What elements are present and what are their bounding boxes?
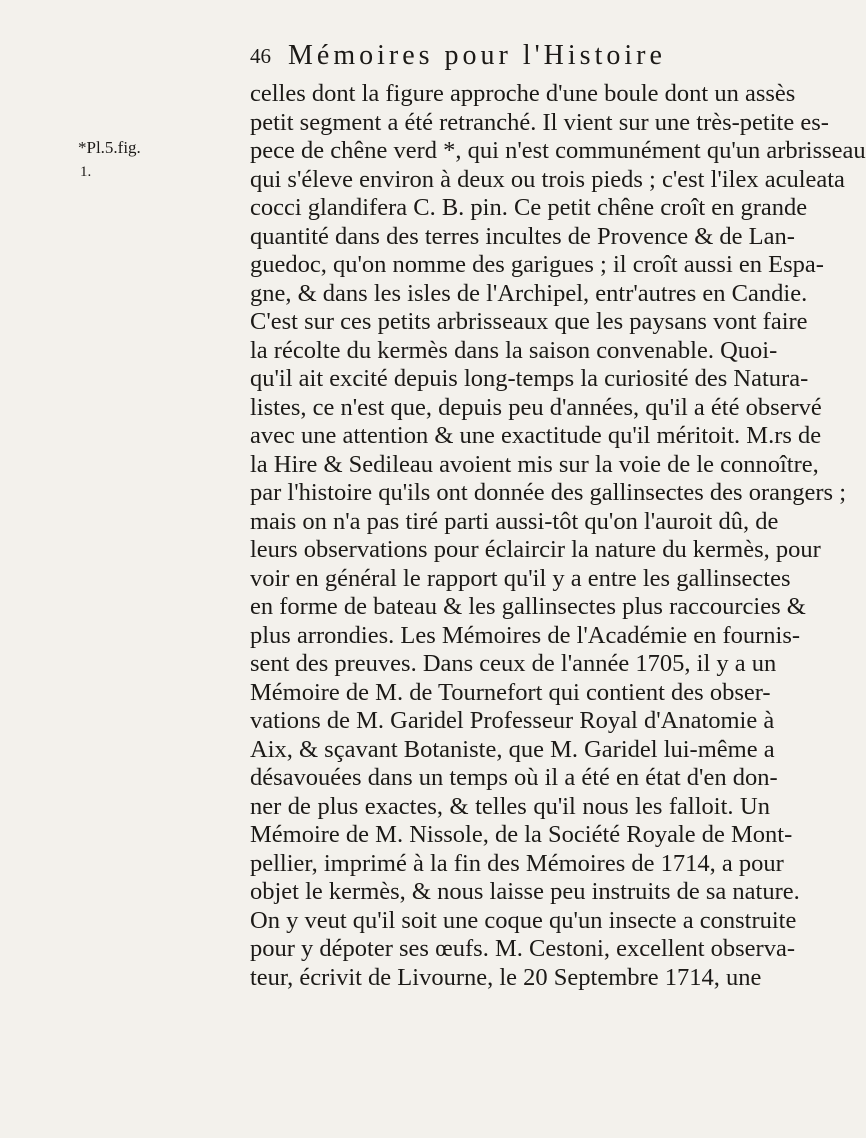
- text-line: pece de chêne verd *, qui n'est communément qu'un arbrisseau: [250, 137, 866, 164]
- text-line: qu'il ait excité depuis long-temps la curiosité des Natura-: [250, 365, 809, 392]
- text-line: Aix, & sçavant Botaniste, que M. Garidel lui-même a: [250, 735, 775, 763]
- page-number: 46: [250, 44, 271, 68]
- text-line: teur, écrivit de Livourne, le 20 Septembre 1714, une: [250, 963, 762, 991]
- text-line: cocci glandifera C. B. pin. Ce petit chêne croît en grande: [250, 194, 808, 221]
- text-line: listes, ce n'est que, depuis peu d'années, qu'il a été observé: [250, 393, 822, 421]
- margin-note-ref: *Pl.5.fig.: [78, 138, 141, 157]
- text-line: la récolte du kermès dans la saison convenable. Quoi-: [250, 336, 778, 364]
- text-line: avec une attention & une exactitude qu'il méritoit. M.rs de: [250, 422, 822, 449]
- text-line: vations de M. Garidel Professeur Royal d'Anatomie à: [250, 707, 775, 734]
- text-line: par l'histoire qu'ils ont donnée des gallinsectes des orangers ;: [250, 479, 847, 506]
- text-line: sent des preuves. Dans ceux de l'année 1705, il y a un: [250, 650, 777, 677]
- margin-note-fig: 1.: [80, 164, 92, 180]
- text-line: qui s'éleve environ à deux ou trois pieds ; c'est l'ilex aculeata: [250, 165, 845, 193]
- text-line: quantité dans des terres incultes de Provence & de Lan-: [250, 222, 795, 250]
- text-line: plus arrondies. Les Mémoires de l'Académie en fournis-: [250, 621, 801, 649]
- text-line: gne, & dans les isles de l'Archipel, entr'autres en Candie.: [250, 279, 808, 307]
- text-line: Mémoire de M. Nissole, de la Société Royale de Mont-: [250, 821, 793, 848]
- text-line: ner de plus exactes, & telles qu'il nous les falloit. Un: [250, 792, 770, 820]
- text-line: pour y dépoter ses œufs. M. Cestoni, excellent observa-: [250, 935, 795, 962]
- text-line: objet le kermès, & nous laisse peu instruits de sa nature.: [250, 878, 800, 905]
- text-line: leurs observations pour éclaircir la nature du kermès, pour: [250, 536, 821, 563]
- text-line: voir en général le rapport qu'il y a entre les gallinsectes: [250, 564, 791, 592]
- text-line: désavouées dans un temps où il a été en état d'en don-: [250, 764, 778, 791]
- body-text: [250, 80, 866, 992]
- text-line: pellier, imprimé à la fin des Mémoires de 1714, a pour: [250, 849, 784, 877]
- text-line: mais on n'a pas tiré parti aussi-tôt qu'on l'auroit dû, de: [250, 507, 779, 535]
- text-line: la Hire & Sedileau avoient mis sur la voie de le connoître,: [250, 450, 819, 478]
- text-line: C'est sur ces petits arbrisseaux que les paysans vont faire: [250, 308, 808, 335]
- page-header: [250, 40, 750, 80]
- margin-note: [78, 136, 141, 184]
- text-line: en forme de bateau & les gallinsectes plus raccourcies &: [250, 593, 806, 620]
- text-line: guedoc, qu'on nomme des garigues ; il croît aussi en Espa-: [250, 251, 824, 278]
- text-line: Mémoire de M. de Tournefort qui contient des obser-: [250, 678, 771, 706]
- text-line: On y veut qu'il soit une coque qu'un insecte a construite: [250, 906, 797, 934]
- text-line: celles dont la figure approche d'une boule dont un assès: [250, 80, 796, 107]
- text-line: petit segment a été retranché. Il vient sur une très-petite es-: [250, 108, 829, 136]
- running-title: Mémoires pour l'Histoire: [288, 40, 666, 71]
